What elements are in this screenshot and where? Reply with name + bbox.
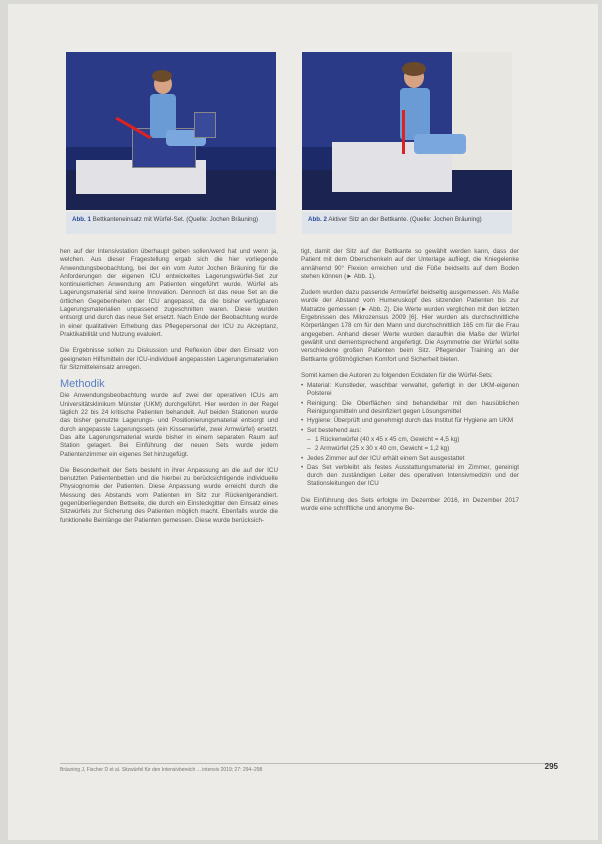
figure-2-photo [302, 52, 512, 210]
list-item: – 1 Rückenwürfel (40 x 45 x 45 cm, Gewicht = 4,5 kg) [301, 436, 519, 444]
paragraph: Die Anwendungsbeobachtung wurde auf zwei der operativen ICUs am Universitätsklinikum Münster (UKM) durchgeführt. Hier werden in der Regel täglich 22 bis 24 kritische Patienten behandelt. Auf beiden Stationen wurde das bisher genutzte Lagerungs- und Positionierungsmaterial entsorgt und durch angepasste Lagerungssets (ein Kissenwürfel, zwei Armwürfel) ersetzt. Das alte Lagerungsmaterial wurde bisher in einem separaten Raum auf Station gelagert. Bei Einführung der neuen Sets wurde jedem Patientenzimmer ein eigenes Set hinzugefügt. [60, 392, 278, 458]
paragraph: Die Besonderheit der Sets besteht in ihrer Anpassung an die auf der ICU benutzten Patientenbetten und die hierbei zu berücksichtigende individuelle Physiognomie der Patienten. Diese Anpassung wurde erreicht durch die Messung des Abstands vom Patienten im Sitz zur Rückenlgerandiert. gegenüberliegenden Bettseite, die durch ein Einsteckgitter den Einsatz eines Sitzwürfels zur Sicherung des Patienten möglich macht. Ebenfalls wurde die funktionelle Beinlänge der Patienten gemessen. Diese wurde berücksich- [60, 466, 278, 524]
footer: Bräuning J, Fischer D et al. Sitzwürfel für den Intensivbereich ... intensiv 2019; 27: 294–298 [60, 763, 550, 773]
list-item: • Material: Kunstleder, waschbar verwaltet, gefertigt in der UKM-eigenen Polsterei [301, 382, 519, 399]
list-item: • Jedes Zimmer auf der ICU erhält einem Set ausgestattet [301, 455, 519, 463]
list-item: • Set bestehend aus: [301, 427, 519, 435]
figure-1-photo [66, 52, 276, 210]
paragraph: Die Einführung des Sets erfolgte im Dezember 2016, im Dezember 2017 wurde eine schriftliche und anonyme Be- [301, 496, 519, 513]
figure-1 [66, 52, 276, 234]
figure-2-caption: Abb. 2 Aktiver Sitz an der Bettkante. (Quelle: Jochen Bräuning) [302, 212, 512, 234]
paragraph: tigt, damit der Sitz auf der Bettkante so gewählt werden kann, dass der Patient mit dem Oberschenkeln auf der Unterlage aufliegt, die Kniegelenke annähernd 90° Flexion erreichen und die Füße beidseits auf dem Boden stehen können (► Abb. 1). [301, 248, 519, 280]
page-number: 295 [544, 762, 558, 771]
paragraph: Die Ergebnisse sollen zu Diskussion und Reflexion über den Einsatz von geeigneten Hilfsmitteln der ICU-individuell angepassten Lagerungsmaterialien für Sitzmitteleinsatz anregen. [60, 347, 278, 371]
list-item: • Das Set verbleibt als festes Ausstattungsmaterial im Zimmer, gereinigt durch den zuständigen Leiter des operativen Intensivmedizin und der Stationsleitungen der ICU [301, 464, 519, 489]
list-item: • Reinigung: Die Oberflächen sind behandelbar mit den hausüblichen Reinigungsmitteln und desinfiziert gegen Lösungsmittel [301, 400, 519, 417]
list-item: – 2 Armwürfel (25 x 30 x 40 cm, Gewicht = 1,2 kg) [301, 445, 519, 453]
left-column [60, 248, 278, 533]
paragraph: Somit kamen die Autoren zu folgenden Eckdaten für die Würfel-Sets: [301, 371, 493, 379]
paragraph: Zudem wurden dazu passende Armwürfel beidseitig ausgemessen. Als Maße wurde der Abstand vom Humeruskopf des sitzenden Patienten bis zur Matratze gemessen (► Abb. 2). Die Werte wurden verglichen mit den letzten Ergebnissen des Mikrozensus 2009 [6]. Hier wurden als durchschnittliche Körperlängen 178 cm für den Mann und durchschnittlich 165 cm für die Frau angegeben. Anhand dieser Werte wurden daraufhin die Maße der Würfel gewählt und dementsprechend angefertigt. Die Asymmetrie der Würfel sollte verschiedene großen Patienten beim Sitz. Pflegender Training an der Bettkante größtmöglichen Komfort und Sicherheit bieten. [301, 289, 519, 363]
figure-1-caption: Abb. 1 Bettkanteneinsatz mit Würfel-Set. (Quelle: Jochen Bräuning) [66, 212, 276, 234]
right-column [301, 248, 519, 521]
specs-list [301, 382, 519, 489]
paragraph: hen auf der Intensivstation überhaupt geben sollen/werd hat und wenn ja, welchen. Aus dieser Fragestellung ergab sich die hier vorliegende Anwendungsbeobachtung, bei der ein vom Autor Jochen Bräuning für die Anforderungen der eigenen ICU entwickeltes Lagerungswürfel-Set zur kontinuierlichen Anwendung am Patienten eingeführt wurde. Würfel als Lagerungsmaterial sind keine Innovation. Dennoch ist das neue Set an die örtlichen Gegebenheiten der ICU angepasst, da die bisher verfügbaren Lagerungsmaterialien unpassend zugeschnitten waren. Diese wurden entsorgt und durch das neue Set ersetzt. Nach Ende der Beobachtung wurde in einer qualitativen Erhebung das Pflegepersonal der ICU zu Akzeptanz, Praktikabilität und Nutzung evaluiert. [60, 248, 278, 338]
list-item: • Hygiene: Überprüft und genehmigt durch das Institut für Hygiene am UKM [301, 417, 519, 425]
figure-2 [302, 52, 512, 234]
section-heading: Methodik [60, 378, 105, 391]
page [8, 4, 598, 840]
